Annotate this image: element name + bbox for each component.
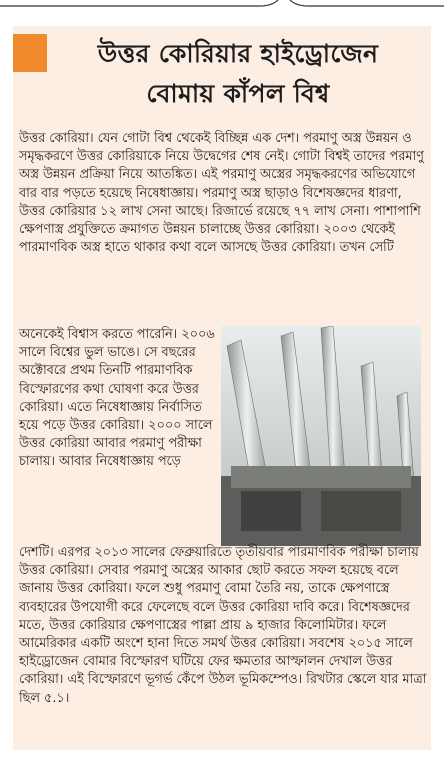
paragraph-wrap: অনেকেই বিশ্বাস করতে পারেনি। ২০০৬ সালে বিশ্বের ভুল ভাঙে। সে বছরের অক্টোবরে প্রথম তিনটি পারমাণবিক বিস্ফোরণের কথা ঘোষণা করে উত্তর কোরিয়া। এতে নিষেধাজ্ঞায় নির্বাসিত হয়ে পড়ে উত্তর কোরিয়া। ২০০০ সালে উত্তর কোরিয়া আবার পরমাণু পরীক্ষা চালায়। আবার নিষেধাজ্ঞায় পড়ে — [19, 327, 215, 470]
page-tab-outline — [0, 0, 444, 22]
article-body-wrap — [19, 326, 217, 472]
paragraph-intro: উত্তর কোরিয়া। যেন গোটা বিশ্ব থেকেই বিচ্ছিন্ন এক দেশ। পরমাণু অস্ত্র উন্নয়ন ও সমৃদ্ধকরণে উত্তর কোরিয়াকে নিয়ে উদ্বেগের শেষ নেই। গোটা বিশ্বই তাদের পরমাণু অস্ত্র উন্নয়ন প্রক্রিয়া নিয়ে আতঙ্কিত। এই পরমাণু অস্ত্রের সমৃদ্ধকরণের অভিযোগে বার বার পড়তে হয়েছে নিষেধাজ্ঞায়। পরমাণু অস্ত্র ছাড়াও বিশেষজ্ঞদের ধারণা, উত্তর কোরিয়ার ১২ লাখ সেনা আছে। রিজার্ভে রয়েছে ৭৭ লাখ সেনা। পাশাপাশি ক্ষেপণাস্ত্র প্রযুক্তিতে ক্রমাগত উন্নয়ন চালাচ্ছে উত্তর কোরিয়া। ২০০৩ থেকেই পারমাণবিক অস্ত্র হাতে থাকার কথা বলে আসছে উত্তর কোরিয়া। তখন সেটি — [19, 131, 424, 256]
article-body-top — [19, 130, 429, 257]
missile-launcher-photo — [221, 326, 421, 546]
missile-icon — [221, 326, 421, 546]
article-panel — [13, 26, 431, 750]
paragraph-closing: দেশটি। এরপর ২০১৩ সালের ফেব্রুয়ারিতে তৃতীয়বার পারমাণবিক পরীক্ষা চালায় উত্তর কোরিয়া। সেবার পরমাণু অস্ত্রের আকার ছোট করতে সফল হয়েছে বলে জানায় উত্তর কোরিয়া। ফলে শুধু পরমাণু বোমা তৈরি নয়, তাকে ক্ষেপণাস্ত্রে ব্যবহারের উপযোগী করে ফেলেছে বলে উত্তর কোরিয়া দাবি করে। বিশেষজ্ঞদের মতে, উত্তর কোরিয়ার ক্ষেপণাস্ত্রের পাল্লা প্রায় ৯ হাজার কিলোমিটার। ফলে আমেরিকার একটি অংশে হানা দিতে সমর্থ উত্তর কোরিয়া। সবশেষ ২০১৫ সালে হাইড্রোজেন বোমার বিস্ফোরণ ঘটিয়ে ফের ক্ষমতার আস্ফালন দেখাল উত্তর কোরিয়া। এই বিস্ফোরণে ভূগর্ভ কেঁপে উঠল ভূমিকম্পেও। রিখটার স্কেলে যার মাত্রা ছিল ৫.১। — [19, 545, 427, 706]
article-headline — [53, 34, 423, 114]
headline-line-2: বোমায় কাঁপল বিশ্ব — [146, 79, 330, 108]
headline-accent-block — [13, 34, 47, 72]
headline-line-1: উত্তর কোরিয়ার হাইড্রোজেন — [97, 39, 379, 68]
article-body-bottom — [19, 544, 429, 708]
